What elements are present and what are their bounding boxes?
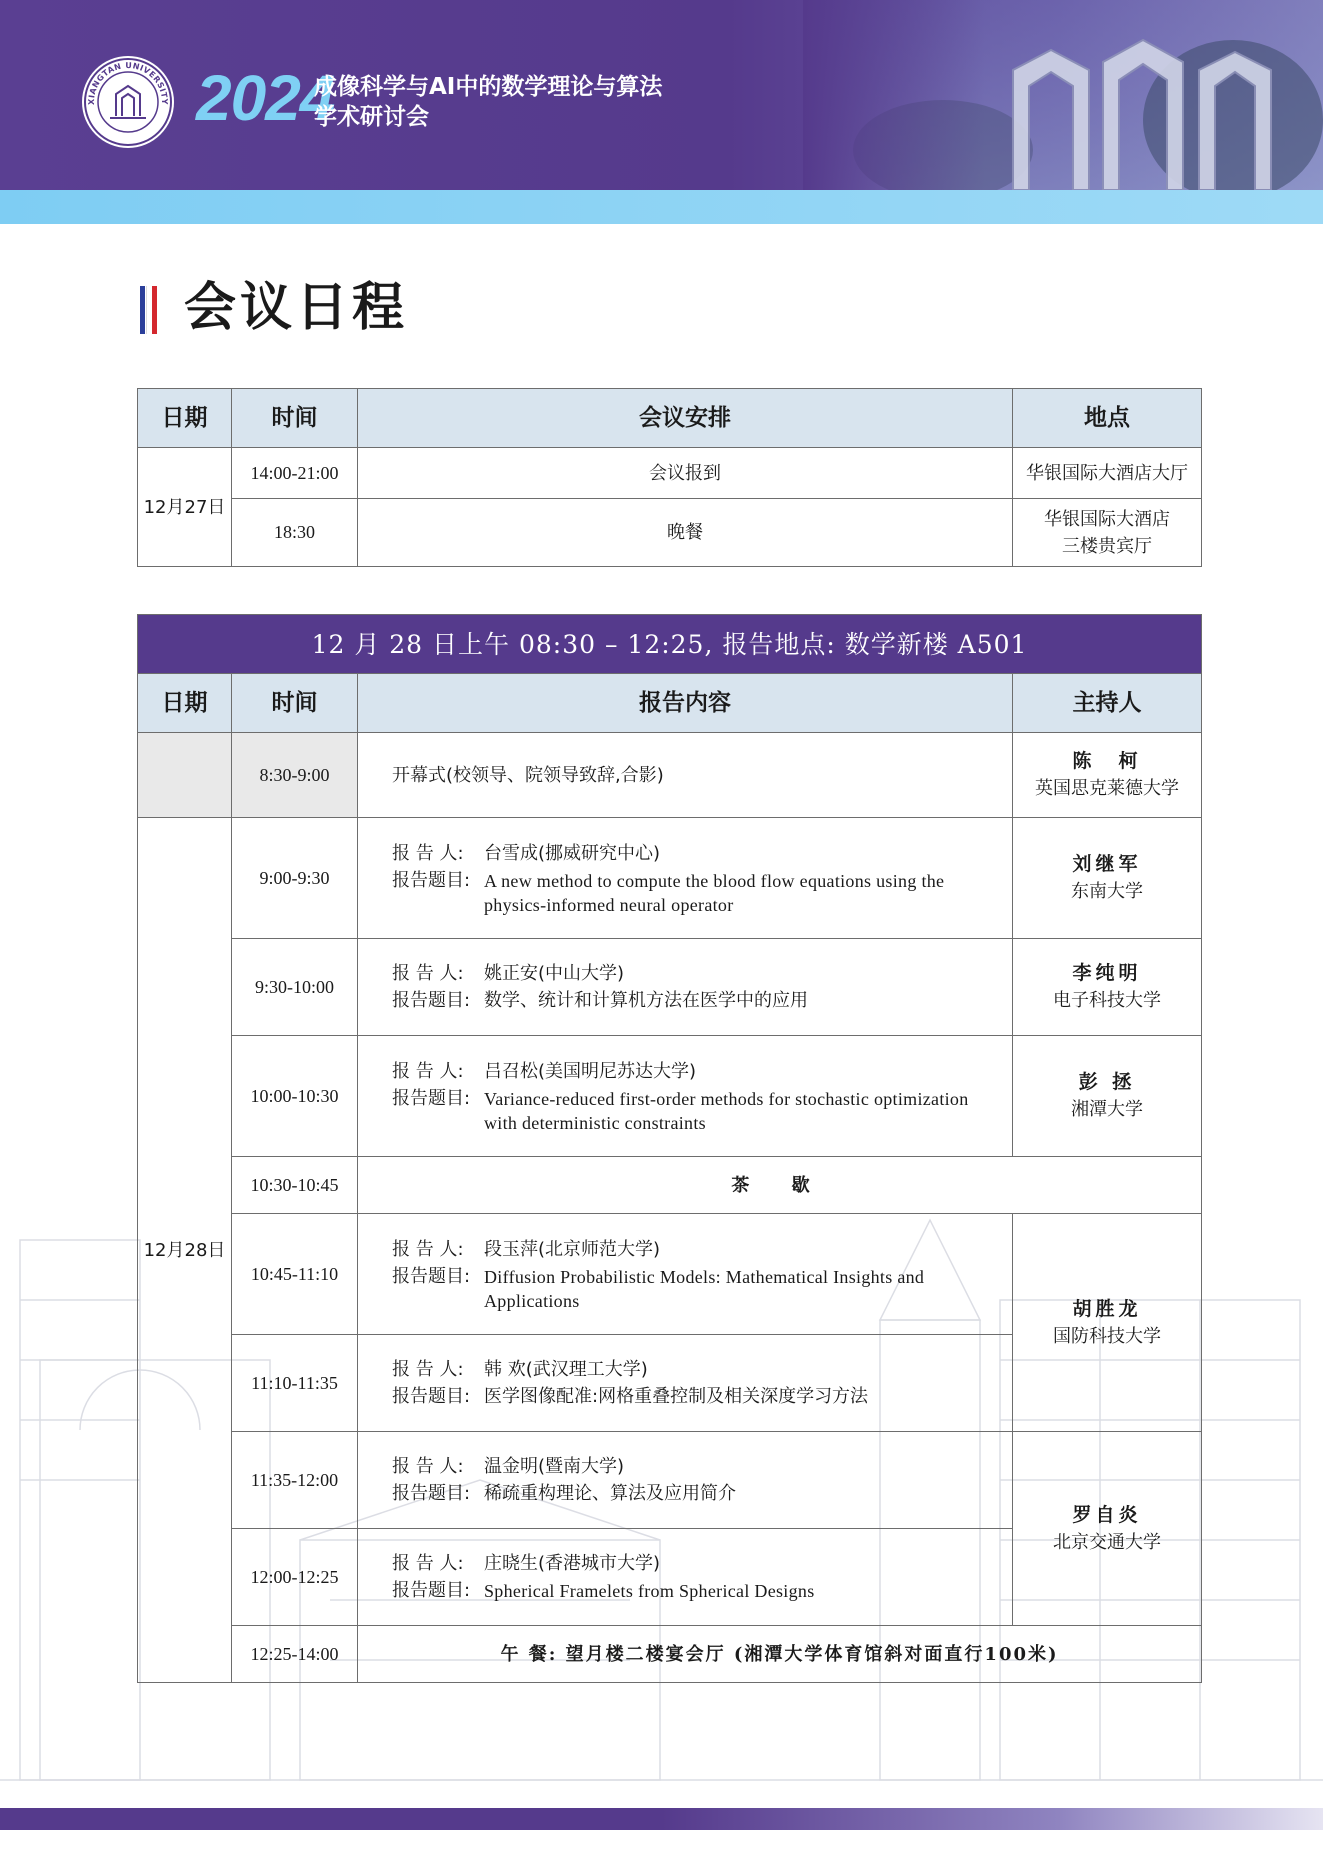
schedule-table-dec28-morning: [137, 614, 1202, 1683]
speaker-label: 报 告 人:: [392, 1238, 464, 1260]
host-org: 英国思克莱德大学: [1035, 778, 1179, 799]
section-title: 会议日程: [184, 278, 409, 338]
header-arrangement: 会议安排: [358, 389, 1013, 448]
host-name: 陈 柯: [1072, 750, 1142, 772]
svg-text:XIANGTAN UNIVERSITY: XIANGTAN UNIVERSITY: [86, 60, 170, 106]
speaker-name: 韩 欢(武汉理工大学): [484, 1359, 648, 1380]
speaker-name: 吕召松(美国明尼苏达大学): [484, 1060, 697, 1082]
date-cell: 12月28日: [138, 818, 232, 1683]
speaker-name: 台雪成(挪威研究中心): [484, 842, 661, 864]
location-line: 三楼贵宾厅: [1062, 535, 1152, 557]
talk-content: [358, 1432, 1013, 1529]
header-date: 日期: [138, 389, 232, 448]
table-row: [138, 818, 1202, 939]
tea-break-label: 茶 歇: [358, 1157, 1202, 1214]
speaker-name: 姚正安(中山大学): [484, 963, 625, 984]
conference-year: 2024: [196, 62, 335, 134]
conference-title-line1: 成像科学与AI中的数学理论与算法: [314, 74, 663, 100]
date-cell-empty: [138, 733, 232, 818]
host-name: 彭 拯: [1078, 1071, 1136, 1093]
talk-topic: 稀疏重构理论、算法及应用简介: [484, 1483, 736, 1504]
time-cell: 10:00-10:30: [232, 1036, 358, 1157]
talk-topic: 医学图像配准:网格重叠控制及相关深度学习方法: [484, 1386, 869, 1407]
host-name: 罗自炎: [1072, 1503, 1142, 1526]
talk-content: [358, 1036, 1013, 1157]
table-header-row: [138, 674, 1202, 733]
header-host: 主持人: [1013, 674, 1202, 733]
topic-label: 报告题目:: [392, 1580, 471, 1601]
header-accent-band: [0, 190, 1323, 224]
section-color-marker: [140, 286, 160, 334]
time-cell: 14:00-21:00: [232, 448, 358, 499]
host-cell: [1013, 939, 1202, 1036]
page-header: [0, 0, 1323, 190]
table-row: [138, 1432, 1202, 1529]
university-seal-logo: [80, 54, 176, 150]
event-cell: 会议报到: [358, 448, 1013, 499]
talk-topic: A new method to compute the blood flow equations using the physics-informed neural operator: [484, 870, 945, 915]
topic-label: 报告题目:: [392, 990, 471, 1011]
session-banner-row: [138, 615, 1202, 674]
location-cell: [1013, 499, 1202, 567]
talk-content: [358, 939, 1013, 1036]
location-cell: 华银国际大酒店大厅: [1013, 448, 1202, 499]
table-row: [138, 448, 1202, 499]
conference-title-line2: 学术研讨会: [314, 104, 429, 130]
host-cell: [1013, 733, 1202, 818]
talk-topic: 数学、统计和计算机方法在医学中的应用: [484, 990, 808, 1011]
speaker-name: 庄晓生(香港城市大学): [484, 1553, 661, 1574]
host-cell: [1013, 818, 1202, 939]
topic-label: 报告题目:: [392, 1087, 471, 1109]
time-cell: 11:10-11:35: [232, 1335, 358, 1432]
time-cell: 11:35-12:00: [232, 1432, 358, 1529]
time-cell: 9:00-9:30: [232, 818, 358, 939]
header-time: 时间: [232, 674, 358, 733]
speaker-label: 报 告 人:: [392, 1553, 464, 1574]
talk-content: [358, 818, 1013, 939]
speaker-label: 报 告 人:: [392, 963, 464, 984]
speaker-label: 报 告 人:: [392, 842, 464, 864]
host-cell: [1013, 1036, 1202, 1157]
campus-gate-photo: [803, 0, 1323, 190]
time-cell: 10:45-11:10: [232, 1214, 358, 1335]
opening-content: 开幕式(校领导、院领导致辞,合影): [358, 733, 1013, 818]
header-location: 地点: [1013, 389, 1202, 448]
host-cell: [1013, 1214, 1202, 1432]
table-header-row: [138, 389, 1202, 448]
location-line: 华银国际大酒店: [1044, 508, 1170, 530]
speaker-label: 报 告 人:: [392, 1359, 464, 1380]
footer-bar: [0, 1808, 1323, 1830]
topic-label: 报告题目:: [392, 1483, 471, 1504]
table-row-opening: [138, 733, 1202, 818]
speaker-label: 报 告 人:: [392, 1060, 464, 1082]
session-banner: 12 月 28 日上午 08:30 – 12:25, 报告地点: 数学新楼 A501: [138, 615, 1202, 674]
header-content: 报告内容: [358, 674, 1013, 733]
speaker-name: 段玉萍(北京师范大学): [484, 1238, 661, 1260]
host-org: 北京交通大学: [1053, 1531, 1161, 1553]
schedule-table-dec27: [137, 388, 1202, 567]
table-row: [138, 1036, 1202, 1157]
time-cell: 12:00-12:25: [232, 1529, 358, 1626]
topic-label: 报告题目:: [392, 869, 471, 891]
host-org: 湘潭大学: [1071, 1099, 1143, 1120]
topic-label: 报告题目:: [392, 1386, 471, 1407]
host-name: 胡胜龙: [1072, 1297, 1142, 1320]
talk-content: [358, 1214, 1013, 1335]
table-row: [138, 1214, 1202, 1335]
host-org: 电子科技大学: [1053, 990, 1161, 1011]
host-org: 国防科技大学: [1053, 1325, 1161, 1347]
lunch-label: 午 餐: 望月楼二楼宴会厅 (湘潭大学体育馆斜对面直行100米): [358, 1626, 1202, 1683]
talk-content: [358, 1529, 1013, 1626]
talk-content: [358, 1335, 1013, 1432]
time-cell: 9:30-10:00: [232, 939, 358, 1036]
host-name: 李纯明: [1072, 962, 1142, 984]
topic-label: 报告题目:: [392, 1265, 471, 1287]
time-cell: 8:30-9:00: [232, 733, 358, 818]
talk-topic: Variance-reduced first-order methods for stochastic optimization with deterministic constraints: [484, 1088, 969, 1133]
header-time: 时间: [232, 389, 358, 448]
host-cell: [1013, 1432, 1202, 1626]
table-row-tea-break: [138, 1157, 1202, 1214]
talk-topic: Spherical Framelets from Spherical Designs: [484, 1581, 815, 1601]
time-cell: 10:30-10:45: [232, 1157, 358, 1214]
table-row-lunch: [138, 1626, 1202, 1683]
speaker-name: 温金明(暨南大学): [484, 1456, 625, 1477]
host-name: 刘继军: [1072, 853, 1142, 875]
table-row: [138, 939, 1202, 1036]
time-cell: 12:25-14:00: [232, 1626, 358, 1683]
time-cell: 18:30: [232, 499, 358, 567]
date-cell: 12月27日: [138, 448, 232, 567]
host-org: 东南大学: [1071, 881, 1143, 902]
table-row: [138, 499, 1202, 567]
speaker-label: 报 告 人:: [392, 1456, 464, 1477]
event-cell: 晚餐: [358, 499, 1013, 567]
header-date: 日期: [138, 674, 232, 733]
talk-topic: Diffusion Probabilistic Models: Mathematical Insights and Applications: [484, 1266, 925, 1311]
